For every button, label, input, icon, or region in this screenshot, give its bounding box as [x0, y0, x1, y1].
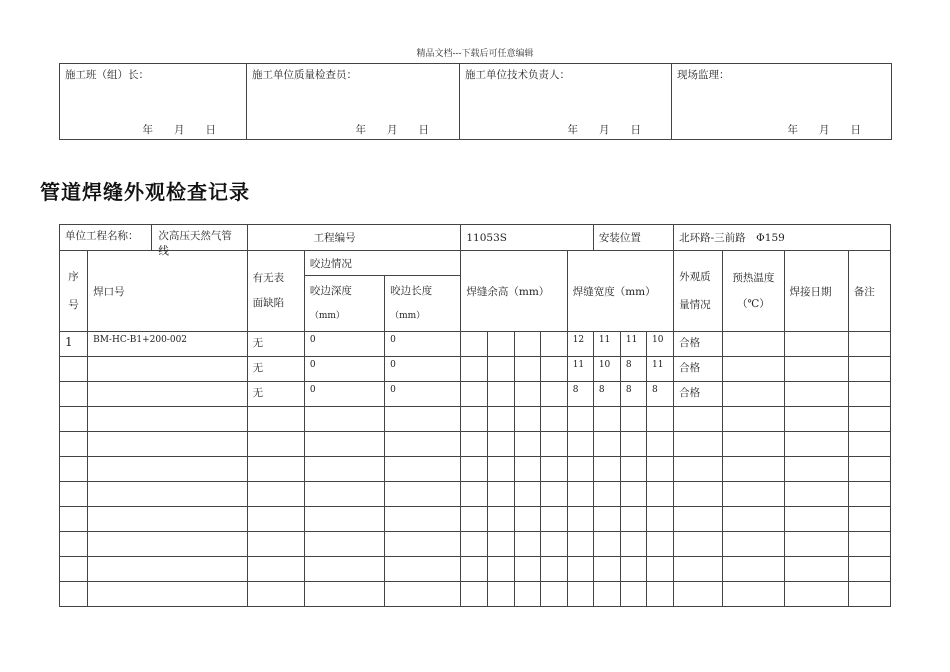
empty-cell [593, 482, 620, 507]
weld-inspection-table [59, 224, 891, 607]
empty-cell [247, 457, 304, 482]
empty-cell [567, 482, 593, 507]
empty-cell [461, 482, 488, 507]
empty-cell [247, 432, 304, 457]
empty-cell [60, 432, 88, 457]
empty-cell [723, 432, 784, 457]
signature-date: 年 月 日 [787, 124, 861, 136]
col-undercut-depth: 咬边深度 （mm） [304, 276, 384, 332]
empty-cell [674, 407, 723, 432]
empty-cell [848, 482, 890, 507]
cell-width: 11 [620, 332, 646, 357]
empty-cell [461, 432, 488, 457]
empty-cell [848, 557, 890, 582]
empty-cell [247, 407, 304, 432]
table-row [60, 407, 891, 432]
empty-cell [540, 557, 567, 582]
cell-quality: 合格 [674, 332, 723, 357]
empty-cell [784, 582, 848, 607]
empty-cell [514, 582, 540, 607]
empty-cell [540, 507, 567, 532]
empty-cell [540, 407, 567, 432]
empty-cell [88, 432, 248, 457]
empty-cell [848, 532, 890, 557]
col-width: 焊缝宽度（mm） [567, 251, 673, 332]
empty-cell [304, 432, 384, 457]
empty-cell [647, 432, 674, 457]
empty-cell [488, 432, 514, 457]
cell-quality: 合格 [674, 382, 723, 407]
empty-cell [514, 507, 540, 532]
cell-width: 10 [647, 332, 674, 357]
project-no-value: 11053S [461, 225, 593, 251]
header-note: 精品文档---下载后可任意编辑 [416, 49, 534, 59]
empty-cell [620, 582, 646, 607]
signature-date: 年 月 日 [355, 124, 429, 136]
cell-quality: 合格 [674, 357, 723, 382]
empty-cell [88, 457, 248, 482]
col-defect: 有无表 面缺陷 [247, 251, 304, 332]
empty-cell [304, 482, 384, 507]
col-preheat: 预热温度 （℃） [723, 251, 784, 332]
empty-cell [674, 582, 723, 607]
cell-width: 11 [647, 357, 674, 382]
empty-cell [784, 532, 848, 557]
signature-cell [672, 64, 892, 140]
col-undercut-length: 咬边长度 （mm） [385, 276, 461, 332]
signature-table [59, 63, 892, 140]
empty-cell [784, 482, 848, 507]
project-no-label: 工程编号 [313, 232, 356, 244]
empty-cell [567, 407, 593, 432]
table-row [60, 332, 891, 357]
empty-cell [385, 582, 461, 607]
cell-width: 8 [620, 357, 646, 382]
table-row [60, 357, 891, 382]
empty-cell [60, 557, 88, 582]
empty-cell [848, 432, 890, 457]
empty-cell [567, 457, 593, 482]
empty-cell [784, 432, 848, 457]
empty-cell [540, 457, 567, 482]
empty-cell [723, 482, 784, 507]
table-row [60, 432, 891, 457]
empty-cell [488, 457, 514, 482]
empty-cell [514, 407, 540, 432]
col-seq: 序 号 [60, 251, 88, 332]
cell-length: 0 [385, 382, 461, 407]
empty-cell [848, 582, 890, 607]
cell-width: 8 [567, 382, 593, 407]
empty-cell [540, 532, 567, 557]
empty-cell [848, 407, 890, 432]
empty-cell [848, 457, 890, 482]
empty-cell [593, 582, 620, 607]
project-name-row [60, 225, 248, 257]
signature-cell [247, 64, 460, 140]
empty-cell [247, 532, 304, 557]
table-row [60, 482, 891, 507]
signature-date: 年 月 日 [567, 124, 641, 136]
signature-label: 施工班（组）长： [65, 69, 149, 81]
empty-cell [567, 432, 593, 457]
empty-cell [304, 557, 384, 582]
empty-cell [461, 557, 488, 582]
empty-cell [674, 507, 723, 532]
cell-length: 0 [385, 357, 461, 382]
location-label: 安装位置 [593, 225, 673, 251]
empty-cell [620, 407, 646, 432]
empty-cell [88, 582, 248, 607]
cell-defect: 无 [247, 382, 304, 407]
empty-cell [620, 432, 646, 457]
empty-cell [247, 482, 304, 507]
empty-cell [647, 482, 674, 507]
empty-cell [461, 507, 488, 532]
empty-cell [620, 557, 646, 582]
empty-cell [304, 457, 384, 482]
empty-cell [488, 532, 514, 557]
empty-cell [385, 407, 461, 432]
col-weld-date: 焊接日期 [784, 251, 848, 332]
empty-cell [540, 582, 567, 607]
empty-cell [647, 532, 674, 557]
signature-label: 施工单位质量检查员： [252, 69, 357, 81]
empty-cell [385, 432, 461, 457]
cell-length: 0 [385, 332, 461, 357]
table-row [60, 532, 891, 557]
empty-cell [60, 532, 88, 557]
empty-cell [488, 582, 514, 607]
empty-cell [304, 582, 384, 607]
empty-cell [647, 557, 674, 582]
cell-width: 8 [620, 382, 646, 407]
empty-cell [461, 532, 488, 557]
signature-cell [460, 64, 672, 140]
cell-depth: 0 [304, 357, 384, 382]
empty-cell [848, 507, 890, 532]
empty-cell [567, 557, 593, 582]
empty-cell [540, 432, 567, 457]
project-name-label: 单位工程名称： [60, 225, 152, 250]
project-no-label-cell [247, 225, 461, 251]
empty-cell [674, 557, 723, 582]
table-row [60, 382, 891, 407]
empty-cell [620, 457, 646, 482]
empty-cell [593, 557, 620, 582]
empty-cell [60, 407, 88, 432]
empty-cell [723, 582, 784, 607]
col-reinforcement: 焊缝余高（mm） [461, 251, 567, 332]
empty-cell [674, 432, 723, 457]
empty-cell [784, 507, 848, 532]
empty-cell [304, 407, 384, 432]
empty-cell [723, 532, 784, 557]
empty-cell [593, 507, 620, 532]
empty-cell [723, 557, 784, 582]
empty-cell [385, 532, 461, 557]
empty-cell [593, 532, 620, 557]
empty-cell [567, 507, 593, 532]
empty-cell [514, 557, 540, 582]
empty-cell [88, 507, 248, 532]
cell-width: 11 [567, 357, 593, 382]
empty-cell [784, 557, 848, 582]
empty-cell [385, 507, 461, 532]
table-row [60, 507, 891, 532]
empty-cell [723, 507, 784, 532]
col-weld-no: 焊口号 [88, 251, 248, 332]
cell-depth: 0 [304, 332, 384, 357]
signature-date: 年 月 日 [142, 124, 216, 136]
empty-cell [514, 532, 540, 557]
table-row [60, 582, 891, 607]
empty-cell [620, 482, 646, 507]
empty-cell [514, 432, 540, 457]
empty-cell [385, 482, 461, 507]
cell-defect: 无 [247, 357, 304, 382]
table-row [60, 457, 891, 482]
empty-cell [304, 507, 384, 532]
empty-cell [488, 407, 514, 432]
empty-cell [60, 457, 88, 482]
empty-cell [647, 457, 674, 482]
empty-cell [723, 457, 784, 482]
empty-cell [88, 407, 248, 432]
empty-cell [514, 457, 540, 482]
empty-cell [620, 507, 646, 532]
cell-width: 11 [593, 332, 620, 357]
table-row [60, 557, 891, 582]
empty-cell [304, 532, 384, 557]
empty-cell [784, 407, 848, 432]
location-value: 北环路-三前路 Φ159 [674, 225, 891, 251]
empty-cell [88, 482, 248, 507]
col-remark: 备注 [848, 251, 890, 332]
empty-cell [647, 582, 674, 607]
empty-cell [461, 582, 488, 607]
cell-width: 8 [593, 382, 620, 407]
project-name-value: 次高压天然气管线 [158, 230, 232, 257]
empty-cell [674, 457, 723, 482]
empty-cell [567, 532, 593, 557]
cell-width: 8 [647, 382, 674, 407]
signature-label: 施工单位技术负责人： [465, 69, 570, 81]
empty-cell [461, 457, 488, 482]
cell-width: 10 [593, 357, 620, 382]
col-undercut: 咬边情况 [304, 251, 461, 276]
cell-defect: 无 [247, 332, 304, 357]
empty-cell [385, 457, 461, 482]
empty-cell [593, 407, 620, 432]
empty-cell [674, 532, 723, 557]
empty-cell [674, 482, 723, 507]
signature-cell [60, 64, 247, 140]
empty-cell [620, 532, 646, 557]
cell-weld-no: BM-HC-B1+200-002 [88, 332, 248, 357]
empty-cell [514, 482, 540, 507]
empty-cell [461, 407, 488, 432]
empty-cell [784, 457, 848, 482]
empty-cell [488, 557, 514, 582]
empty-cell [88, 532, 248, 557]
empty-cell [247, 557, 304, 582]
empty-cell [540, 482, 567, 507]
empty-cell [385, 557, 461, 582]
page-title: 管道焊缝外观检查记录 [40, 180, 250, 204]
empty-cell [647, 507, 674, 532]
empty-cell [593, 457, 620, 482]
empty-cell [567, 582, 593, 607]
empty-cell [488, 507, 514, 532]
empty-cell [593, 432, 620, 457]
empty-cell [88, 557, 248, 582]
signature-label: 现场监理： [677, 69, 730, 81]
empty-cell [723, 407, 784, 432]
empty-cell [60, 582, 88, 607]
empty-cell [60, 507, 88, 532]
cell-seq: 1 [60, 332, 88, 357]
empty-cell [247, 507, 304, 532]
empty-cell [247, 582, 304, 607]
empty-cell [488, 482, 514, 507]
empty-cell [647, 407, 674, 432]
col-appearance: 外观质 量情况 [674, 251, 723, 332]
cell-depth: 0 [304, 382, 384, 407]
empty-cell [60, 482, 88, 507]
cell-width: 12 [567, 332, 593, 357]
